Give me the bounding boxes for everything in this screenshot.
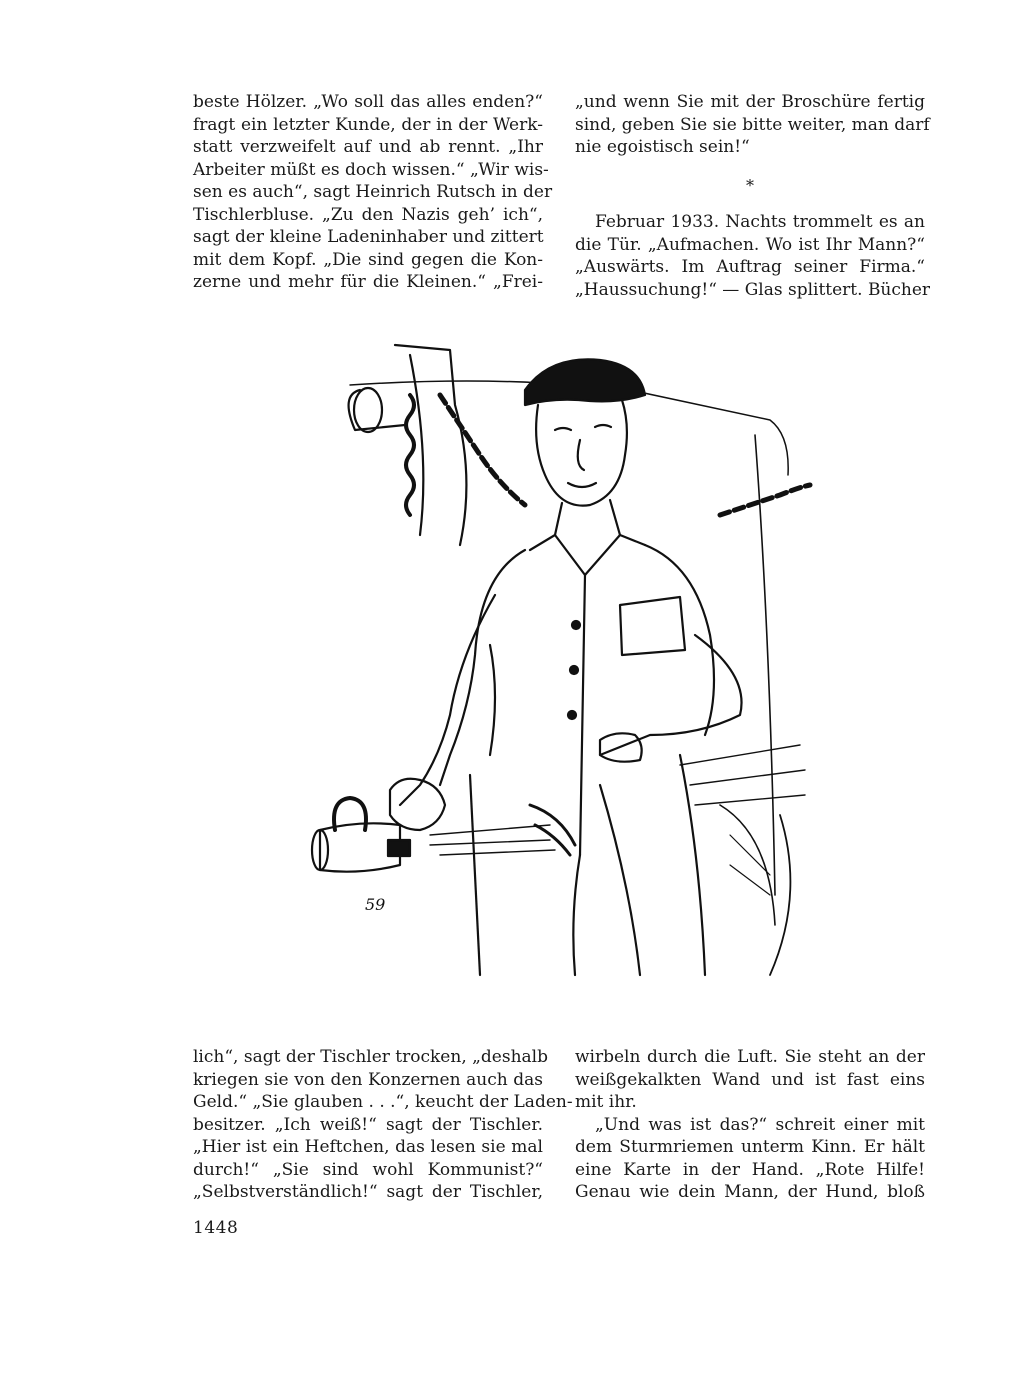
text-line: „Auswärts. Im Auftrag seiner Firma.“ (575, 257, 925, 277)
text-line: Tischlerbluse. „Zu den Nazis geh’ ich“, (193, 204, 543, 225)
text-line: sagt der kleine Ladeninhaber und zittert (193, 227, 544, 247)
text-line: Arbeiter müßt es doch wissen.“ „Wir wis- (193, 159, 549, 180)
text-line: lich“, sagt der Tischler trocken, „deshalb (193, 1047, 548, 1067)
text-column-bottom-left (193, 1046, 573, 1204)
text-line: Geld.“ „Sie glauben . . .“, keucht der Laden- (193, 1092, 573, 1112)
text-line: weißgekalkten Wand und ist fast eins (575, 1069, 925, 1090)
text-column-bottom-right (575, 1046, 925, 1204)
text-line: „Und was ist das?“ schreit einer mit (595, 1114, 925, 1135)
paragraph (193, 1046, 573, 1204)
text-line: Februar 1933. Nachts trommelt es an (595, 212, 925, 232)
text-line: nie egoistisch sein!“ (575, 137, 750, 157)
text-line: „Haussuchung!“ — Glas splittert. Bücher (575, 279, 931, 300)
text-line: mit ihr. (575, 1092, 637, 1112)
paragraph (575, 91, 930, 159)
text-line: die Tür. „Aufmachen. Wo ist Ihr Mann?“ (575, 234, 925, 255)
text-line: kriegen sie von den Konzernen auch das (193, 1069, 543, 1090)
section-separator: * (746, 175, 754, 195)
text-column-top-left (193, 91, 553, 294)
text-line: „Selbstverständlich!“ sagt der Tischler, (193, 1182, 543, 1202)
text-line: statt verzweifelt auf und ab rennt. „Ihr (193, 137, 543, 157)
text-line: „Hier ist ein Heftchen, das lesen sie mal (193, 1137, 543, 1157)
paragraph (575, 1114, 925, 1204)
paragraph (575, 211, 931, 301)
paragraph (575, 1046, 925, 1114)
text-line: durch!“ „Sie sind wohl Kommunist?“ (193, 1159, 543, 1180)
worker-illustration (300, 335, 820, 985)
text-line: „und wenn Sie mit der Broschüre fertig (575, 92, 925, 112)
text-column-top-right (575, 91, 931, 301)
text-line: fragt ein letzter Kunde, der in der Werk- (193, 114, 543, 135)
text-line: besitzer. „Ich weiß!“ sagt der Tischler. (193, 1114, 543, 1135)
text-line: Genau wie dein Mann, der Hund, bloß (575, 1182, 925, 1202)
text-line: wirbeln durch die Luft. Sie steht an der (575, 1047, 925, 1067)
text-line: sind, geben Sie sie bitte weiter, man darf (575, 114, 930, 135)
text-line: dem Sturmriemen unterm Kinn. Er hält (575, 1137, 925, 1157)
text-line: mit dem Kopf. „Die sind gegen die Kon- (193, 249, 543, 270)
text-line: sen es auch“, sagt Heinrich Rutsch in der (193, 182, 553, 202)
paragraph (193, 91, 553, 294)
page-number: 1448 (193, 1218, 239, 1238)
text-line: eine Karte in der Hand. „Rote Hilfe! (575, 1159, 925, 1180)
text-line: zerne und mehr für die Kleinen.“ „Frei- (193, 272, 543, 292)
text-line: beste Hölzer. „Wo soll das alles enden?“ (193, 92, 543, 112)
artist-signature: 59 (365, 895, 386, 914)
